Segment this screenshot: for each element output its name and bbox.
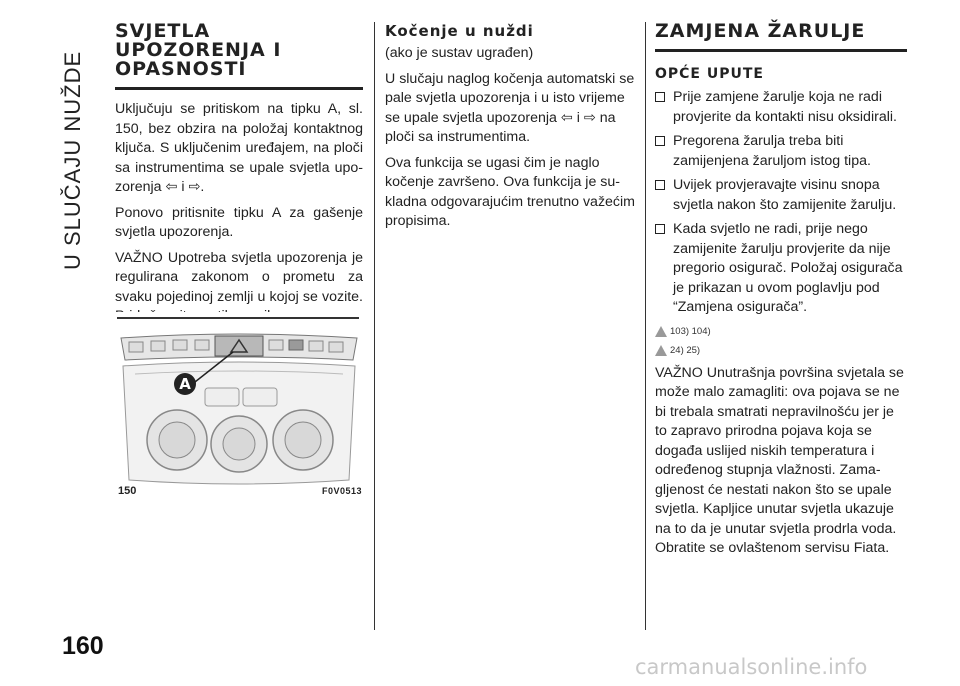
- paragraph: VAŽNO Upotreba svjetla upozorenja je regulirana zakonom o prometu za svaku pojedinoj zemlji u kojoj se vozite.: [115, 249, 363, 305]
- callout-label-a: A: [179, 375, 191, 393]
- list-item: Uvijek provjeravajte visinu snopa svjetla nakon što zamijenite žarulju.: [655, 176, 907, 215]
- turn-left-arrow-icon: ⇦: [165, 179, 178, 195]
- column-divider: [374, 22, 375, 630]
- column-bulb-replacement: [655, 22, 907, 565]
- paragraph: (ako je sustav ugrađen): [385, 45, 534, 61]
- watermark: carmanualsonline.info: [635, 655, 868, 679]
- list-item: Prije zamjene žarulje koja ne radi provjerite da kontakti nisu oksidirali.: [655, 88, 907, 127]
- paragraph: Ova funkcija se ugasi čim je naglo kočenje završeno. Ova funkcija je su-kladna odgovarajućim trenutno važećim propisima.: [385, 154, 635, 229]
- paragraph: Uključuju se pritiskom na tipku A, sl. 150, bez obzira na položaj kontaktnog ključa. S uključenim uređajem, na ploči sa instrumentima se upale svjetla upo-zorenja ⇦ i ⇨.: [115, 101, 363, 195]
- paragraph: U slučaju naglog kočenja automatski se pale svjetla upozorenja i u isto vrijeme se upale svjetla upozorenja ⇦ i ⇨ na ploči sa instrumentima.: [385, 70, 635, 145]
- figure-code: F0V0513: [322, 486, 363, 496]
- warning-reference: 103) 104): [655, 326, 907, 337]
- column-emergency-braking: [385, 22, 635, 238]
- turn-right-arrow-icon: ⇨: [583, 109, 596, 126]
- turn-right-arrow-icon: ⇨: [188, 179, 201, 195]
- section-title: SVJETLA UPOZORENJA I OPASNOSTI: [115, 22, 363, 90]
- turn-left-arrow-icon: ⇦: [560, 109, 573, 126]
- caution-triangle-icon: [655, 345, 667, 356]
- hazard-switch-panel-illustration: [115, 312, 363, 502]
- checkbox-bullet-icon: [655, 92, 665, 102]
- instruction-list: [655, 88, 907, 318]
- subsection-title: OPĆE UPUTE: [655, 66, 764, 82]
- section-label: U SLUČAJU NUŽDE: [60, 50, 85, 270]
- section-title: ZAMJENA ŽARULJE: [655, 22, 907, 52]
- paragraph: Ponovo pritisnite tipku A za gašenje svjetla upozorenja.: [115, 204, 363, 240]
- page-number: 160: [62, 632, 104, 660]
- checkbox-bullet-icon: [655, 224, 665, 234]
- paragraph: VAŽNO Unutrašnja površina svjetala se može malo zamagliti: ova pojava se ne bi trebala smatrati nepravilnošću jer je to zapravo prirodna pojava koja se događa uslijed niskih temperatura i određenog stupnja vlažnosti. Zama-gljenost će nestati nakon što se upale svjetla. Kapljice unutar svjetla ukazuje na to da je unutar svjetla prodrla voda. Obratite se ovlaštenom servisu Fiata.: [655, 364, 904, 556]
- figure-number: 150: [118, 485, 137, 497]
- warning-triangle-icon: [655, 326, 667, 337]
- list-item: Pregorena žarulja treba biti zamijenjena žaruljom istog tipa.: [655, 132, 907, 171]
- section-title: Kočenje u nuždi: [385, 22, 534, 40]
- dashboard-figure: [115, 312, 363, 502]
- caution-reference: 24) 25): [655, 345, 907, 356]
- column-hazard-lights: [115, 22, 363, 333]
- column-divider: [645, 22, 646, 630]
- checkbox-bullet-icon: [655, 180, 665, 190]
- checkbox-bullet-icon: [655, 136, 665, 146]
- list-item: Kada svjetlo ne radi, prije nego zamijenite žarulju provjerite da nije pregorio osigurač. Položaj osigurača je prikazan u ovom poglavlju pod “Zamjena osigurača”.: [655, 220, 907, 318]
